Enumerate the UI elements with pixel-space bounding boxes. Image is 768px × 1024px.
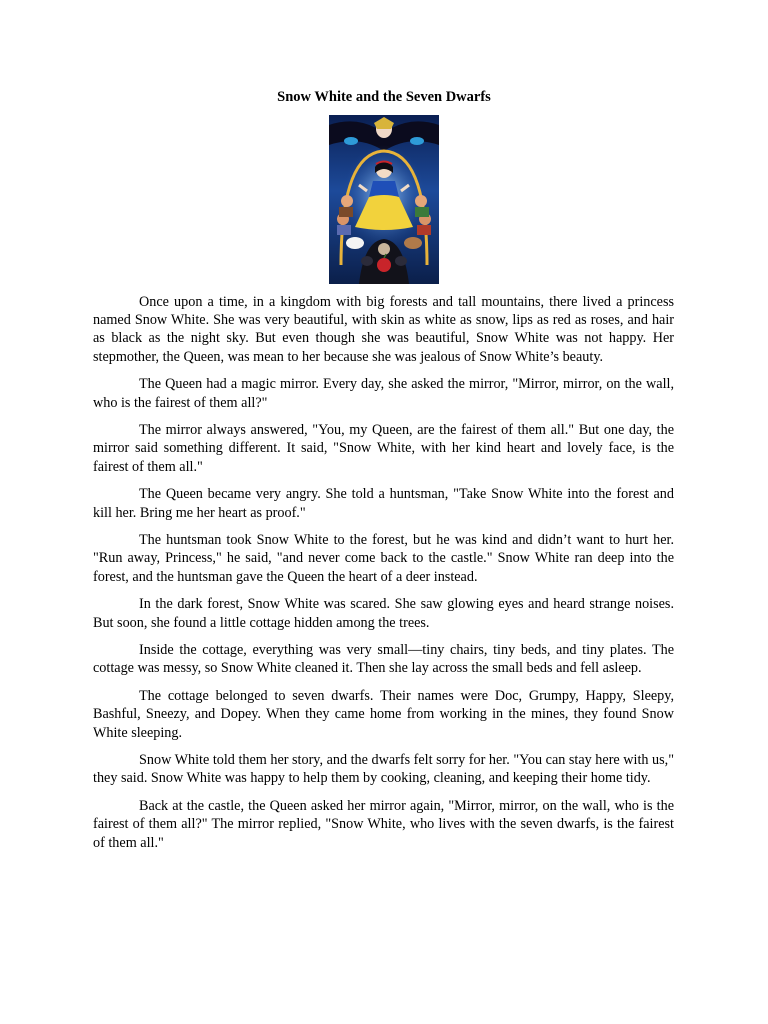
paragraph: Back at the castle, the Queen asked her mirror again, "Mirror, mirror, on the wall, who is the fairest of them all?" The mirror replied, "Snow White, who lives with the seven dwarfs, is the fairest of them all." xyxy=(93,798,674,851)
paragraph: In the dark forest, Snow White was scared. She saw glowing eyes and heard strange noises. But soon, she found a little cottage hidden among the trees. xyxy=(93,596,674,631)
paragraph: The Queen became very angry. She told a huntsman, "Take Snow White into the forest and kill her. Bring me her heart as proof." xyxy=(93,486,674,521)
paragraph: The cottage belonged to seven dwarfs. Their names were Doc, Grumpy, Happy, Sleepy, Bashful, Sneezy, and Dopey. When they came home from working in the mines, they found Snow White sleeping. xyxy=(93,688,674,741)
paragraph: Once upon a time, in a kingdom with big forests and tall mountains, there lived a princess named Snow White. She was very beautiful, with skin as white as snow, lips as red as roses, and hair as black as the night sky. But even though she was beautiful, Snow White was not happy. Her stepmother, the Queen, was mean to her because she was jealous of Snow White’s beauty. xyxy=(93,294,674,365)
story-body xyxy=(93,293,674,861)
paragraph: Snow White told them her story, and the dwarfs felt sorry for her. "You can stay here with us," they said. Snow White was happy to help them by cooking, cleaning, and keeping their home tidy. xyxy=(93,752,674,787)
snow-white-poster-image xyxy=(329,115,439,284)
paragraph: Inside the cottage, everything was very small—tiny chairs, tiny beds, and tiny plates. The cottage was messy, so Snow White cleaned it. Then she lay across the small beds and fell asleep. xyxy=(93,642,674,677)
paragraph: The huntsman took Snow White to the forest, but he was kind and didn’t want to hurt her. "Run away, Princess," he said, "and never come back to the castle." Snow White ran deep into the forest, and the huntsman gave the Queen the heart of a deer instead. xyxy=(93,532,674,585)
paragraph: The Queen had a magic mirror. Every day, she asked the mirror, "Mirror, mirror, on the wall, who is the fairest of them all?" xyxy=(93,376,674,411)
page-title: Snow White and the Seven Dwarfs xyxy=(277,89,491,105)
paragraph: The mirror always answered, "You, my Queen, are the fairest of them all." But one day, the mirror said something different. It said, "Snow White, with her kind heart and lovely face, is the fairest of them all." xyxy=(93,422,674,475)
